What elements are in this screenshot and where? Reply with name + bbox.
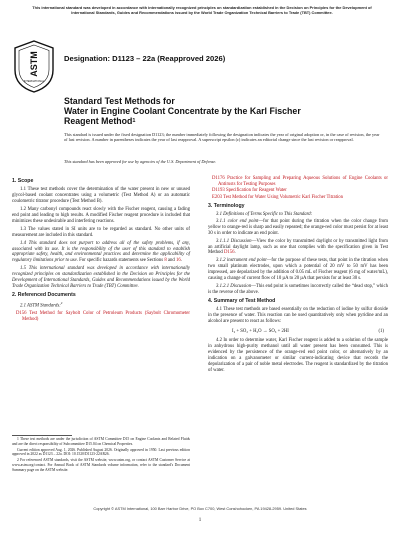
copyright-address: Copyright © ASTM International, 100 Barr Harbor Drive, PO Box C700, West Conshohocken, PA 19428-2959. United States: [93, 506, 307, 511]
title-line-3: Reagent Method$^1$: [64, 116, 136, 127]
paragraph-1-2: 1.2 Many carbonyl compounds react slowly with the Fischer reagent, causing a fading end point and leading to high results. A modified Fischer reagent procedure is included that minimizes these undesirable and interfering reactions.: [12, 206, 190, 224]
reference-item[interactable]: D1193 Specification for Reagent Water: [212, 188, 287, 194]
paragraph-3-1: 3.1 Definitions of Terms Specific to This Standard:: [216, 211, 313, 217]
reference-item[interactable]: D156 Test Method for Saybolt Color of Petroleum Products (Saybolt Chromometer Method): [16, 310, 190, 322]
title-line-1: Standard Test Methods for: [64, 96, 175, 106]
reference-item[interactable]: D1176 Practice for Sampling and Preparing Aqueous Solutions of Engine Coolants or Antirusts for Testing Purposes: [212, 176, 388, 187]
paragraph-3-1-1-1: 3.1.1.1 Discussion—View the color by transmitted daylight or by transmitted light from an artificial daylight lamp, such as one that complies with the specification given in Test Method D156.: [208, 238, 388, 256]
section-heading-summary: 4. Summary of Test Method: [208, 298, 276, 305]
section-link-16[interactable]: 16: [175, 258, 181, 264]
astm-logo-icon: [14, 40, 54, 93]
footnote-2: 2 For referenced ASTM standards, visit the ASTM website, www.astm.org, or contact ASTM Customer Service at www.astm.org/contact. For Annual Book of ASTM Standards volume information, refer to the standard's Document Summary page on the ASTM website.: [12, 458, 190, 472]
right-column: [208, 176, 388, 376]
page-number: 1: [198, 518, 202, 523]
d156-link[interactable]: D156: [223, 250, 235, 256]
reference-item[interactable]: E203 Test Method for Water Using Volumetric Karl Fischer Titration: [212, 194, 344, 200]
section-heading-scope: 1. Scope: [12, 178, 34, 184]
paragraph-1-3: 1.3 The values stated in SI units are to be regarded as standard. No other units of measurement are included in this standard.: [12, 226, 190, 238]
footnote-1-edition: Current edition approved Aug. 1, 2026. Published August 2026. Originally approved in 1950. Last previous edition approved in 2022 as D1123 – 22a. DOI: 10.1520/D1123-22AR26.: [12, 447, 190, 457]
paragraph-2-1: 2.1 ASTM Standards:$^2$: [20, 301, 63, 309]
document-title: [64, 96, 364, 127]
section-heading-terminology: 3. Terminology: [208, 202, 245, 209]
equation-number: (1): [378, 328, 384, 334]
section-heading-referenced-documents: 2. Referenced Documents: [12, 292, 76, 299]
paragraph-1-1: 1.1 These test methods cover the determination of the water present in new or unused glycol-based coolant concentrates using a volumetric (Test Method A) or an automatic coulometric titrator procedure (Test Method B).: [12, 186, 190, 204]
paragraph-1-4: 1.4 This standard does not purport to address all of the safety problems, if any, associated with its use. It is the responsibility of the user of this standard to establish appropriate safety, health, and environmental practices and determine the applicability of regulatory limitations prior to use. For specific hazards statements see Sections 8 and 16.: [12, 240, 190, 264]
dod-note: This standard has been approved for use by agencies of the U.S. Department of Defense.: [64, 159, 217, 164]
paragraph-1-5: 1.5 This international standard was developed in accordance with internationally recognized principles on standardization established in the Decision on Principles for the Development of International Standards, Guides and Recommendations issued by the World Trade Organization Technical Barriers to Trade (TBT) Committee.: [12, 266, 190, 290]
paragraph-4-2: 4.2 In order to determine water, Karl Fischer reagent is added to a solution of the sample in anhydrous high-purity methanol until all water present has been consumed. This is evidenced by the persistence of the orange-red end point color, or alternatively by an indication on a galvanometer or similar current-indicating device that records the depolarization of a pair of noble metal electrodes. The reagent is standardized by the titration of water.: [208, 337, 388, 373]
equation-text: I₂ + SO₂ + H₂O → SO₃ + 2HI: [232, 328, 289, 334]
footnotes: [12, 437, 190, 474]
intro-note: This standard is issued under the fixed designation D1123; the number immediately following the designation indicates the year of original adoption or, in the case of revision, the year of last revision. A number in parentheses indicates the year of last reapproval. A superscript epsilon (ε) indicates an editorial change since the last revision or reapproval.: [64, 132, 380, 143]
header-note: This international standard was developed in accordance with internationally recognized principles on standardization established in the Decision on Principles for the Development of International Standards, Guides and Recommendations issued by the World Trade Organization Technical Barriers to Trade (TBT) Committee.: [32, 5, 372, 15]
title-line-2: Water in Engine Coolant Concentrate by the Karl Fischer: [64, 106, 301, 117]
equation: [208, 327, 388, 338]
paragraph-4-1: 4.1 These test methods are based essentially on the reduction of iodine by sulfur dioxide in the presence of water. This reaction can be used quantitatively only when pyridine and an alcohol are present to react as follows:: [208, 307, 388, 325]
designation: Designation: D1123 – 22a (Reapproved 2026): [64, 54, 226, 63]
paragraph-3-1-2: 3.1.2 instrument end point—for the purpose of these tests, that point in the titration when two small platinum electrodes, upon which a potential of 20 mV to 50 mV has been impressed, are depolarized by the addition of 0.05 mL of Fischer reagent (6 mg of water/mL), causing a change of current flow of 10 µA to 20 µA that persists for at least 30 s.: [208, 258, 388, 282]
paragraph-3-1-1: 3.1.1 color end point—for that point during the titration when the color change from yellow to orange-red is sharp and easily repeated; the orange-red color must persist for at least 30 s in order to indicate an end point.: [208, 218, 388, 236]
section-link-8[interactable]: 8: [164, 258, 167, 264]
left-column: [12, 176, 190, 323]
footnote-divider: [12, 435, 72, 436]
svg-text:INTERNATIONAL: INTERNATIONAL: [23, 80, 45, 83]
svg-text:ASTM: ASTM: [29, 51, 39, 77]
paragraph-3-1-2-1: 3.1.2.1 Discussion—This end point is sometimes incorrectly called the “dead stop,” which is the reverse of the above.: [208, 284, 388, 296]
footnote-1: 1 These test methods are under the jurisdiction of ASTM Committee D15 on Engine Coolants and Related Fluids and are the direct responsibility of Subcommittee D15.04 on Chemical Properties.: [12, 437, 190, 446]
